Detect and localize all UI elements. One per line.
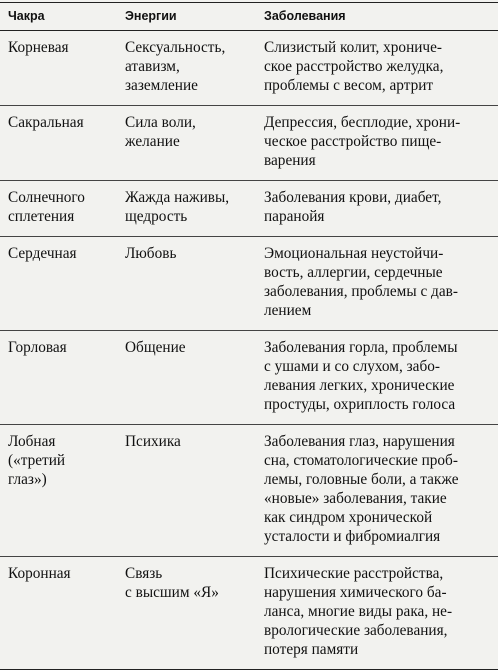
energies-cell: Любовь [114,237,256,331]
energies-cell: Психика [114,425,256,557]
table-header [0,3,498,31]
table-row-heart [0,237,498,331]
table-row-crown [0,557,498,670]
diseases-cell: Заболевания горла, проблемы с ушами и со слухом, забо- левания легких, хронические простуды, охриплость голоса [256,331,498,425]
energies-cell: Жажда наживы, щедрость [114,181,256,237]
table-body [0,31,498,670]
table-row-solar-plexus [0,181,498,237]
chakra-cell: Сердечная [0,237,114,331]
chakra-cell: Солнечного сплетения [0,181,114,237]
diseases-cell: Эмоциональная неустойчи- вость, аллергии, сердечные заболевания, проблемы с дав- лением [256,237,498,331]
header-chakra: Чакра [0,3,114,31]
diseases-cell: Психические расстройства, нарушения химического ба- ланса, многие виды рака, не- врологические заболевания, потеря памяти [256,557,498,670]
table-row-brow [0,425,498,557]
header-row [0,3,498,31]
chakra-cell: Коронная [0,557,114,670]
table-row-throat [0,331,498,425]
diseases-cell: Заболевания глаз, нарушения сна, стоматологические проб- лемы, головные боли, а также «новые» заболевания, такие как синдром хронической усталости и фибромиалгия [256,425,498,557]
chakra-cell: Корневая [0,31,114,106]
table-row-sacral [0,106,498,181]
table-row-root [0,31,498,106]
header-diseases: Заболевания [256,3,498,31]
diseases-cell: Слизистый колит, хрониче- ское расстройство желудка, проблемы с весом, артрит [256,31,498,106]
energies-cell: Сексуальность, атавизм, заземление [114,31,256,106]
chakra-cell: Горловая [0,331,114,425]
diseases-cell: Заболевания крови, диабет, паранойя [256,181,498,237]
diseases-cell: Депрессия, бесплодие, хрони- ческое расстройство пище- варения [256,106,498,181]
energies-cell: Связь с высшим «Я» [114,557,256,670]
chakra-cell: Лобная («третий глаз») [0,425,114,557]
energies-cell: Сила воли, желание [114,106,256,181]
chakra-table [0,2,498,670]
header-energies: Энергии [114,3,256,31]
energies-cell: Общение [114,331,256,425]
chakra-cell: Сакральная [0,106,114,181]
